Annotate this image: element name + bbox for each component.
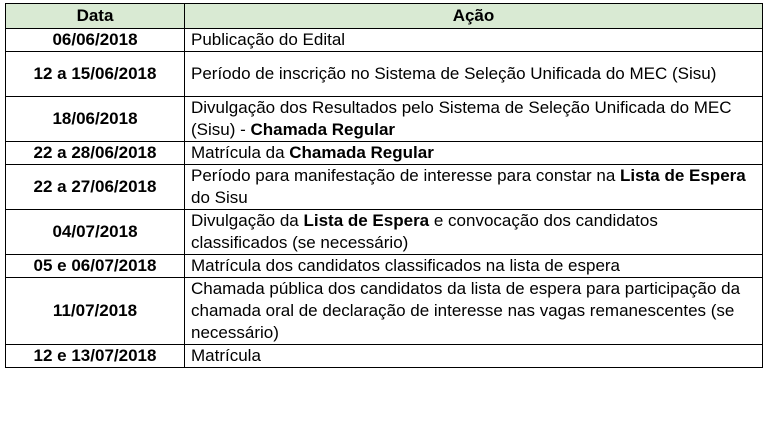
row-action	[185, 97, 763, 142]
table-row	[6, 210, 763, 255]
row-date: 22 a 28/06/2018	[6, 142, 185, 165]
row-action	[185, 255, 763, 278]
action-text: Matrícula dos candidatos classificados na lista de espera	[191, 256, 621, 275]
row-action	[185, 29, 763, 52]
table-row	[6, 52, 763, 97]
table-row	[6, 345, 763, 368]
action-text: Período de inscrição no Sistema de Seleção Unificada do MEC (Sisu)	[191, 64, 717, 83]
schedule-table	[5, 3, 763, 368]
row-action	[185, 278, 763, 345]
row-date: 11/07/2018	[6, 278, 185, 345]
table-row	[6, 278, 763, 345]
action-text: Matrícula da	[191, 143, 290, 162]
header-action: Ação	[185, 4, 763, 29]
action-text: Período para manifestação de interesse para constar na	[191, 166, 621, 185]
row-date: 04/07/2018	[6, 210, 185, 255]
row-action	[185, 345, 763, 368]
table-row	[6, 142, 763, 165]
table-row	[6, 255, 763, 278]
row-date: 12 e 13/07/2018	[6, 345, 185, 368]
action-text-bold: Lista de Espera	[303, 211, 430, 230]
table-row	[6, 29, 763, 52]
action-text: Publicação do Edital	[191, 30, 346, 49]
row-date: 22 a 27/06/2018	[6, 165, 185, 210]
row-date: 05 e 06/07/2018	[6, 255, 185, 278]
table-row	[6, 165, 763, 210]
row-action	[185, 210, 763, 255]
action-text: Divulgação da	[191, 211, 304, 230]
row-date: 06/06/2018	[6, 29, 185, 52]
row-action	[185, 52, 763, 97]
row-action	[185, 165, 763, 210]
table-row	[6, 97, 763, 142]
row-date: 18/06/2018	[6, 97, 185, 142]
action-text-bold: Chamada Regular	[289, 143, 434, 162]
header-row	[6, 4, 763, 29]
action-text: Divulgação dos Resultados pelo Sistema de Seleção Unificada do MEC (Sisu) -	[191, 98, 732, 139]
action-text-bold: Chamada Regular	[250, 120, 396, 139]
row-date: 12 a 15/06/2018	[6, 52, 185, 97]
action-text: Matrícula	[191, 346, 261, 365]
action-text-bold: Lista de Espera	[620, 166, 746, 185]
action-text: Chamada pública dos candidatos da lista de espera para participação da chamada oral de declaração de interesse nas vagas remanescentes (se necessário)	[191, 279, 741, 342]
action-text: do Sisu	[191, 188, 248, 207]
header-date: Data	[6, 4, 185, 29]
action-text: e convocação dos candidatos classificados (se necessário)	[191, 211, 658, 252]
row-action	[185, 142, 763, 165]
